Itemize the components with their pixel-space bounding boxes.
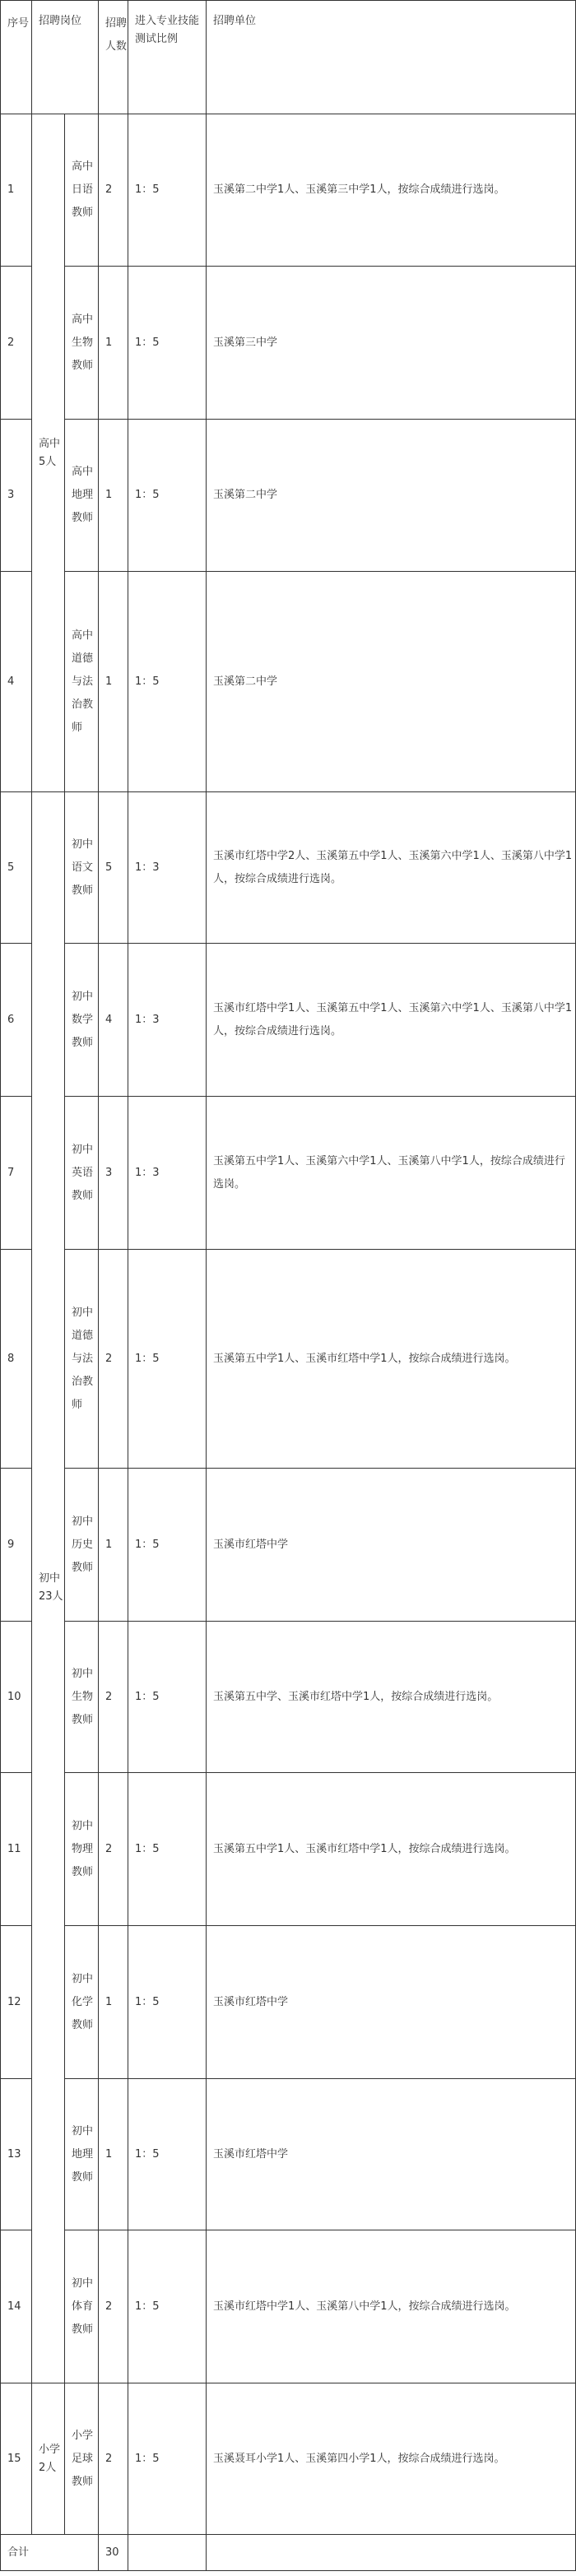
header-position: 招聘岗位 [32, 1, 99, 114]
table-row [1, 420, 576, 572]
table-row [1, 1926, 576, 2079]
row-ratio: 1：3 [128, 1097, 207, 1250]
table-row [1, 2383, 576, 2535]
row-unit: 玉溪第五中学1人、玉溪市红塔中学1人，按综合成绩进行选岗。 [207, 1250, 576, 1469]
table-header-row [1, 1, 576, 114]
table-row [1, 1622, 576, 1773]
row-count: 2 [99, 2383, 128, 2535]
row-post: 初中化学教师 [65, 1926, 99, 2079]
row-ratio: 1：5 [128, 1926, 207, 2079]
row-ratio: 1：5 [128, 2383, 207, 2535]
table-row [1, 792, 576, 944]
row-unit: 玉溪市红塔中学1人、玉溪第五中学1人、玉溪第六中学1人、玉溪第八中学1人，按综合成绩进行选岗。 [207, 944, 576, 1097]
row-post: 初中英语教师 [65, 1097, 99, 1250]
row-count: 4 [99, 944, 128, 1097]
row-post: 高中地理教师 [65, 420, 99, 572]
row-post: 初中生物教师 [65, 1622, 99, 1773]
row-ratio: 1：5 [128, 420, 207, 572]
row-count: 3 [99, 1097, 128, 1250]
row-count: 1 [99, 572, 128, 792]
row-seq: 4 [1, 572, 32, 792]
row-seq: 13 [1, 2079, 32, 2230]
row-unit: 玉溪第二中学1人、玉溪第三中学1人，按综合成绩进行选岗。 [207, 114, 576, 267]
row-seq: 12 [1, 1926, 32, 2079]
header-count: 招聘人数 [99, 1, 128, 114]
row-ratio: 1：5 [128, 1250, 207, 1469]
table-row [1, 2079, 576, 2230]
table-row [1, 267, 576, 420]
row-unit: 玉溪第二中学 [207, 572, 576, 792]
row-unit: 玉溪市红塔中学 [207, 1469, 576, 1622]
row-post: 初中数学教师 [65, 944, 99, 1097]
row-seq: 1 [1, 114, 32, 267]
table-row [1, 1250, 576, 1469]
row-post: 高中生物教师 [65, 267, 99, 420]
row-count: 2 [99, 1622, 128, 1773]
row-post: 初中道德与法治教师 [65, 1250, 99, 1469]
row-ratio: 1：5 [128, 2079, 207, 2230]
header-seq: 序号 [1, 1, 32, 114]
table-row [1, 572, 576, 792]
row-post: 初中物理教师 [65, 1773, 99, 1926]
row-seq: 8 [1, 1250, 32, 1469]
row-seq: 14 [1, 2230, 32, 2383]
row-ratio: 1：5 [128, 267, 207, 420]
row-unit: 玉溪聂耳小学1人、玉溪第四小学1人，按综合成绩进行选岗。 [207, 2383, 576, 2535]
row-seq: 9 [1, 1469, 32, 1622]
row-ratio: 1：5 [128, 1469, 207, 1622]
row-count: 5 [99, 792, 128, 944]
row-count: 1 [99, 267, 128, 420]
row-ratio: 1：3 [128, 792, 207, 944]
table-row [1, 1469, 576, 1622]
row-seq: 3 [1, 420, 32, 572]
row-count: 1 [99, 1469, 128, 1622]
row-post: 初中体育教师 [65, 2230, 99, 2383]
group-middle-school: 初中23人 [32, 792, 65, 2383]
row-seq: 2 [1, 267, 32, 420]
table-row [1, 1773, 576, 1926]
table-row [1, 2230, 576, 2383]
total-row [1, 2535, 576, 2571]
row-seq: 6 [1, 944, 32, 1097]
row-post: 小学足球教师 [65, 2383, 99, 2535]
row-unit: 玉溪市红塔中学 [207, 2079, 576, 2230]
row-count: 2 [99, 1773, 128, 1926]
table-row [1, 114, 576, 267]
row-seq: 11 [1, 1773, 32, 1926]
row-count: 2 [99, 114, 128, 267]
row-unit: 玉溪第二中学 [207, 420, 576, 572]
header-ratio: 进入专业技能测试比例 [128, 1, 207, 114]
group-high-school: 高中5人 [32, 114, 65, 792]
total-unit-empty [207, 2535, 576, 2571]
row-ratio: 1：3 [128, 944, 207, 1097]
row-unit: 玉溪第五中学1人、玉溪第六中学1人、玉溪第八中学1人，按综合成绩进行选岗。 [207, 1097, 576, 1250]
row-unit: 玉溪第五中学1人、玉溪市红塔中学1人，按综合成绩进行选岗。 [207, 1773, 576, 1926]
row-unit: 玉溪市红塔中学 [207, 1926, 576, 2079]
row-seq: 15 [1, 2383, 32, 2535]
table-row [1, 944, 576, 1097]
row-ratio: 1：5 [128, 572, 207, 792]
row-post: 初中历史教师 [65, 1469, 99, 1622]
row-ratio: 1：5 [128, 2230, 207, 2383]
row-count: 1 [99, 420, 128, 572]
row-count: 1 [99, 2079, 128, 2230]
row-unit: 玉溪市红塔中学1人、玉溪第八中学1人，按综合成绩进行选岗。 [207, 2230, 576, 2383]
row-post: 高中日语教师 [65, 114, 99, 267]
row-post: 初中地理教师 [65, 2079, 99, 2230]
row-seq: 5 [1, 792, 32, 944]
row-unit: 玉溪市红塔中学2人、玉溪第五中学1人、玉溪第六中学1人、玉溪第八中学1人，按综合成绩进行选岗。 [207, 792, 576, 944]
row-post: 高中道德与法治教师 [65, 572, 99, 792]
row-post: 初中语文教师 [65, 792, 99, 944]
row-count: 1 [99, 1926, 128, 2079]
row-seq: 10 [1, 1622, 32, 1773]
total-label: 合计 [1, 2535, 99, 2571]
row-ratio: 1：5 [128, 1622, 207, 1773]
row-ratio: 1：5 [128, 1773, 207, 1926]
total-ratio-empty [128, 2535, 207, 2571]
row-unit: 玉溪第五中学、玉溪市红塔中学1人，按综合成绩进行选岗。 [207, 1622, 576, 1773]
total-count: 30 [99, 2535, 128, 2571]
header-unit: 招聘单位 [207, 1, 576, 114]
table-row [1, 1097, 576, 1250]
row-count: 2 [99, 1250, 128, 1469]
group-primary-school: 小学2人 [32, 2383, 65, 2535]
row-count: 2 [99, 2230, 128, 2383]
row-seq: 7 [1, 1097, 32, 1250]
row-ratio: 1：5 [128, 114, 207, 267]
row-unit: 玉溪第三中学 [207, 267, 576, 420]
